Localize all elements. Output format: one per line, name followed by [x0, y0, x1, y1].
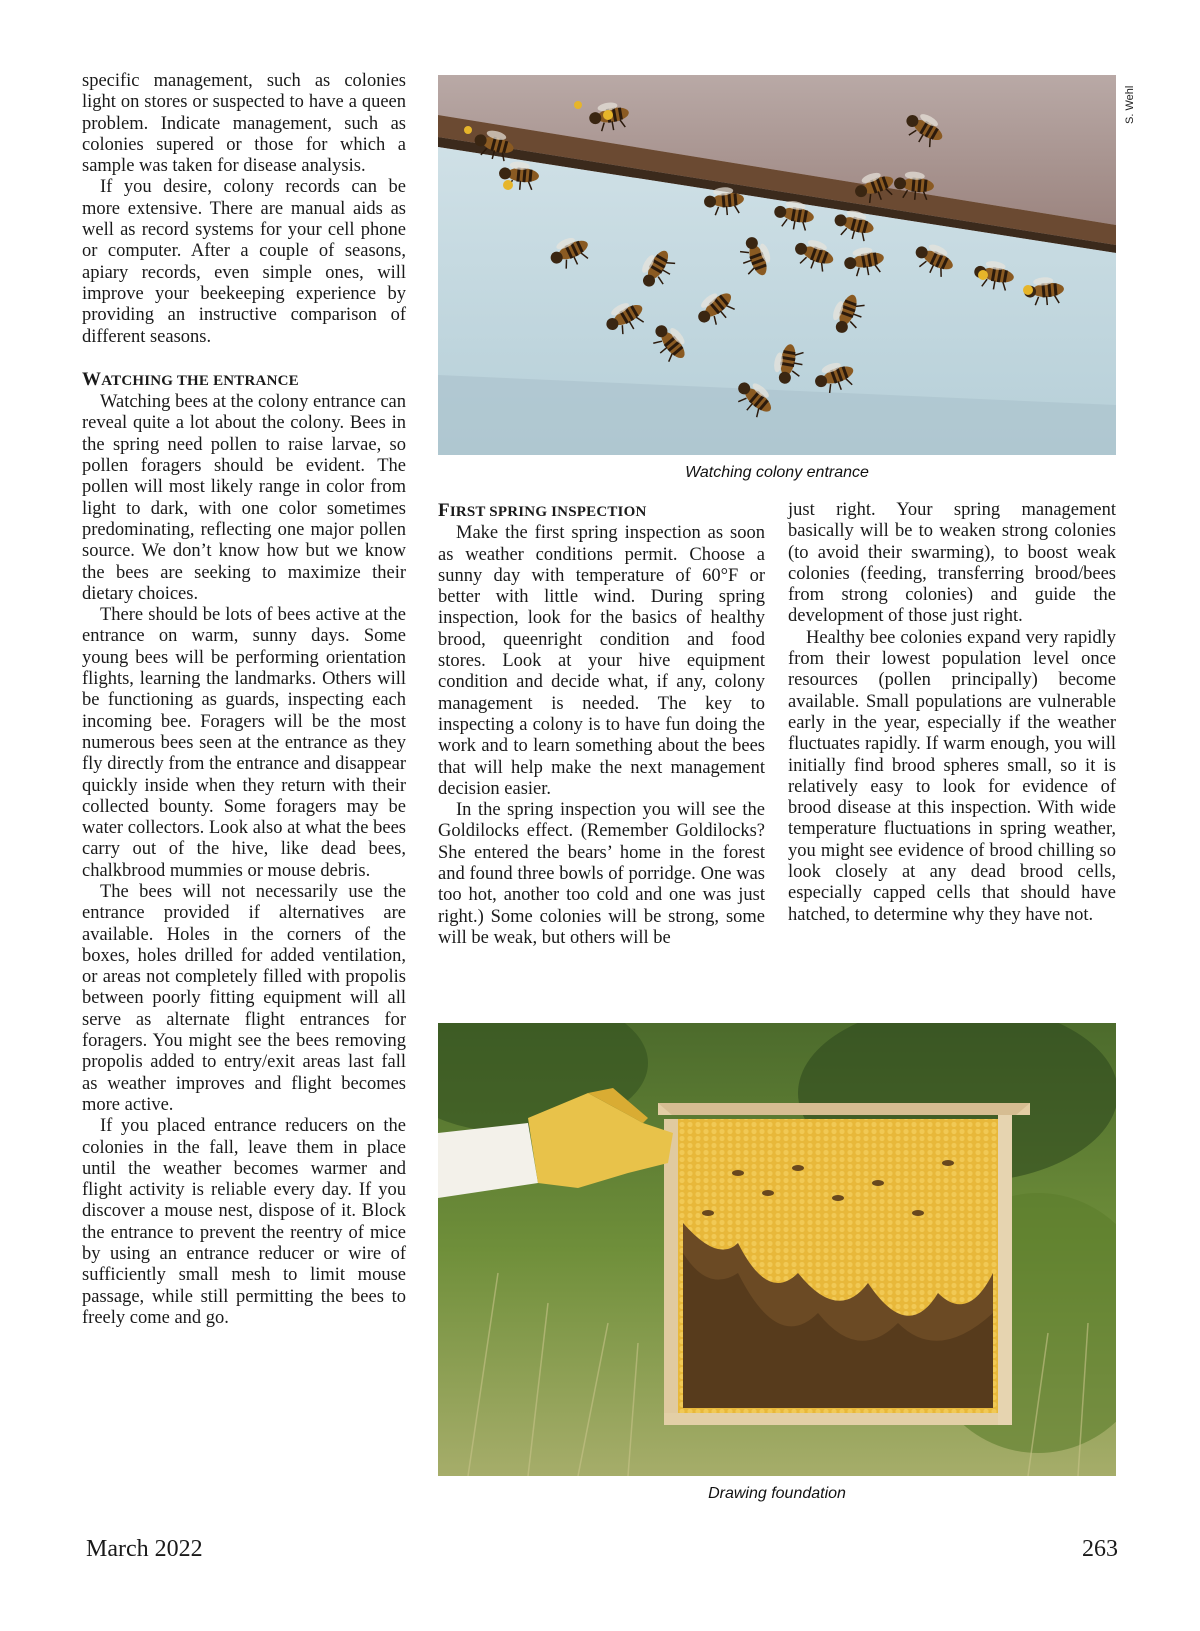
photo-caption: Watching colony entrance	[685, 464, 869, 481]
photo-colony-entrance	[438, 75, 1116, 455]
frame-illustration	[438, 1023, 1116, 1476]
heading-initial: W	[82, 368, 102, 390]
paragraph: If you placed entrance reducers on the colonies in the fall, leave them in place until the weather becomes warmer and flight activity is reliable every day. If you discover a mouse nest, dispose of it. Block the entrance to prevent the reentry of mice by using an entrance reducer or wire of sufficiently small mesh to limit mouse passage, while still permitting the bees to freely come and go.	[82, 1116, 406, 1328]
paragraph: Healthy bee colonies expand very rapidly from their lowest population level once resources (pollen principally) become available. Small populations are vulnerable early in the year, especially if the weather fluctuates rapidly. If warm enough, you will initially find brood spheres small, so it is relatively easy to look for evidence of brood disease at this inspection. With wide temperature fluctuations in spring weather, you might see evidence of brood chilling so look closely at any dead brood cells, especially capped cells that should have hatched, to determine why they have not.	[788, 627, 1116, 925]
photo-drawing-foundation	[438, 1023, 1116, 1476]
text-column-middle	[438, 500, 765, 949]
text-column-right	[788, 500, 1116, 926]
photo-credit	[1120, 80, 1140, 180]
heading-initial: F	[438, 500, 450, 521]
page-number: 263	[1082, 1536, 1118, 1562]
paragraph: If you desire, colony records can be more extensive. There are manual aids as well as record systems for your cell phone or computer. After a couple of seasons, apiary records, even simple ones, will improve your beekeeping experience by providing an instructive comparison of different seasons.	[82, 177, 406, 347]
paragraph: The bees will not necessarily use the entrance provided if alternatives are available. Holes in the corners of the boxes, holes drilled for added ventilation, or areas not completely filled with propolis between poorly fitting equipment will all serve as alternate flight entrances for foragers. You might see the bees removing propolis added to entry/exit areas last fall as weather improves and flight becomes more active.	[82, 881, 406, 1115]
paragraph: Make the first spring inspection as soon as weather conditions permit. Choose a sunny day with temperature of 60°F or better with little wind. During spring inspection, look for the basics of healthy brood, queenright condition and food stores. Look at your hive equipment condition and decide what, if any, colony management is needed. The key to inspecting a colony is to have fun doing the work and to learn something about the bees that will help make the next management decision easier.	[438, 523, 765, 799]
section-heading-first-spring-inspection	[438, 500, 765, 523]
heading-rest: IRST SPRING INSPECTION	[449, 504, 647, 520]
text-column-left	[82, 71, 406, 1329]
bees-at-entrance-illustration	[438, 75, 1116, 455]
paragraph: just right. Your spring management basically will be to weaken strong colonies (to avoid their swarming), to boost weak colonies (feeding, transferring brood/bees from strong colonies) and guide the development of those just right.	[788, 500, 1116, 627]
footer-date: March 2022	[86, 1536, 203, 1562]
photo-credit-text: S. Wehl	[1124, 85, 1136, 124]
paragraph: In the spring inspection you will see the Goldilocks effect. (Remember Goldilocks? She entered the bears’ home in the forest and found three bowls of porridge. One was too hot, another too cold and one was just right.) Some colonies will be strong, some will be weak, but others will be	[438, 800, 765, 948]
paragraph: There should be lots of bees active at the entrance on warm, sunny days. Some young bees will be performing orientation flights, learning the landmarks. Others will be functioning as guards, inspecting each incoming bee. Foragers will be the most numerous bees seen at the entrance as they fly directly from the entrance and disappear quickly inside when they return with their collected bounty. Some foragers may be water collectors. Look also at what the bees carry out of the hive, like dead bees, chalkbrood mummies or mouse debris.	[82, 605, 406, 881]
paragraph: specific management, such as colonies light on stores or suspected to have a queen problem. Indicate management, such as colonies supered or those for which a sample was taken for disease analysis.	[82, 71, 406, 177]
photo-caption: Drawing foundation	[708, 1485, 846, 1502]
paragraph: Watching bees at the colony entrance can reveal quite a lot about the colony. Bees in the spring need pollen to raise larvae, so pollen foragers should be evident. The pollen will most likely range in color from light to dark, with one color sometimes predominating, reflecting one major pollen source. We don’t know how but we know the bees are seeking to maximize their dietary choices.	[82, 392, 406, 604]
heading-rest: ATCHING THE ENTRANCE	[101, 372, 299, 389]
section-heading-watching-entrance	[82, 369, 406, 392]
